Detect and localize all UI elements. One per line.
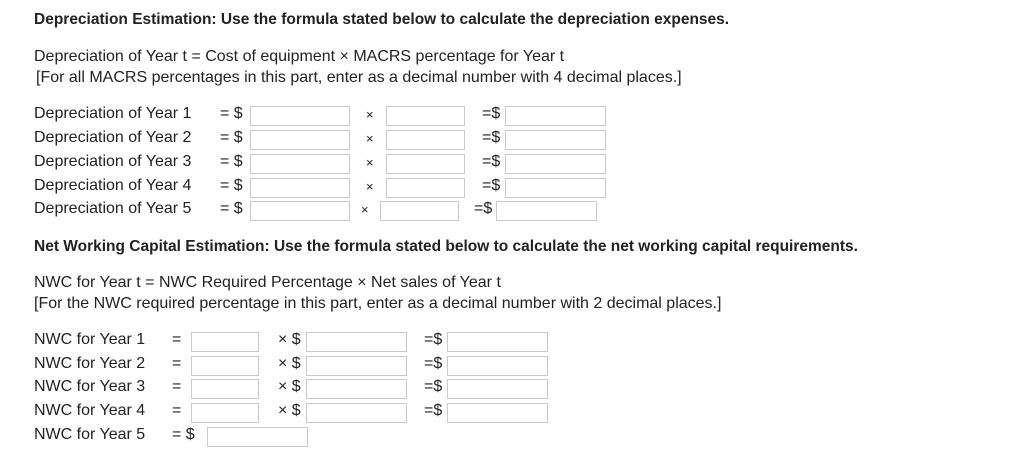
equals-dollar-sign: =$ [482,105,501,122]
equals-dollar-sign: = $ [220,105,243,122]
equals-sign: = [172,378,182,395]
depreciation-year-3-label: Depreciation of Year 3 [34,153,192,170]
equals-dollar-sign: = $ [220,153,243,170]
nwc-heading: Net Working Capital Estimation: Use the formula stated below to calculate the net working capital requirements. [34,238,858,255]
multiply-sign: × [361,202,369,217]
equals-sign: = [172,402,182,419]
nwc-year-2-net-sales-input[interactable] [306,356,407,376]
equals-dollar-sign: =$ [424,331,443,348]
multiply-dollar-sign: × $ [278,355,301,372]
nwc-year-5-input[interactable] [207,427,308,447]
multiply-dollar-sign: × $ [278,402,301,419]
depreciation-year-1-label: Depreciation of Year 1 [34,105,192,122]
equals-dollar-sign: = $ [220,200,243,217]
multiply-dollar-sign: × $ [278,378,301,395]
equals-dollar-sign: = $ [220,129,243,146]
depreciation-year-2-label: Depreciation of Year 2 [34,129,192,146]
multiply-sign: × [366,179,374,194]
depreciation-year-4-label: Depreciation of Year 4 [34,177,192,194]
nwc-year-2-percentage-input[interactable] [191,356,259,376]
depreciation-year-1-cost-input[interactable] [250,106,350,126]
equals-sign: = [172,331,182,348]
multiply-dollar-sign: × $ [278,331,301,348]
nwc-year-4-percentage-input[interactable] [191,403,259,423]
nwc-year-2-label: NWC for Year 2 [34,355,146,372]
nwc-year-2-result-input[interactable] [447,356,548,376]
depreciation-year-2-macrs-input[interactable] [386,130,465,150]
depreciation-year-3-result-input[interactable] [505,154,606,174]
depreciation-year-5-cost-input[interactable] [250,201,350,221]
multiply-sign: × [366,107,374,122]
depreciation-year-5-result-input[interactable] [496,201,597,221]
multiply-sign: × [366,131,374,146]
equals-dollar-sign: =$ [424,402,443,419]
equals-dollar-sign: =$ [482,177,501,194]
equals-dollar-sign: =$ [424,355,443,372]
equals-dollar-sign: = $ [220,177,243,194]
nwc-year-3-percentage-input[interactable] [191,379,259,399]
depreciation-note: [For all MACRS percentages in this part, enter as a decimal number with 4 decimal places.] [36,69,682,86]
equals-dollar-sign: =$ [482,153,501,170]
nwc-year-3-result-input[interactable] [447,379,548,399]
multiply-sign: × [366,155,374,170]
depreciation-year-5-label: Depreciation of Year 5 [34,200,192,217]
depreciation-year-1-macrs-input[interactable] [386,106,465,126]
nwc-year-5-label: NWC for Year 5 [34,426,146,443]
equals-sign: = [172,355,182,372]
depreciation-year-2-cost-input[interactable] [250,130,350,150]
depreciation-year-4-cost-input[interactable] [250,178,350,198]
depreciation-year-3-macrs-input[interactable] [386,154,465,174]
nwc-year-4-label: NWC for Year 4 [34,402,146,419]
depreciation-heading: Depreciation Estimation: Use the formula stated below to calculate the depreciation expenses. [34,11,730,28]
nwc-year-1-label: NWC for Year 1 [34,331,146,348]
depreciation-year-5-macrs-input[interactable] [380,201,459,221]
equals-dollar-sign: =$ [424,378,443,395]
equals-dollar-sign: =$ [474,200,493,217]
nwc-note: [For the NWC required percentage in this part, enter as a decimal number with 2 decimal places.] [34,295,722,312]
nwc-year-4-result-input[interactable] [447,403,548,423]
nwc-year-1-percentage-input[interactable] [191,332,259,352]
depreciation-year-4-macrs-input[interactable] [386,178,465,198]
equals-dollar-sign: = $ [172,426,195,443]
depreciation-year-1-result-input[interactable] [505,106,606,126]
depreciation-year-3-cost-input[interactable] [250,154,350,174]
nwc-formula: NWC for Year t = NWC Required Percentage × Net sales of Year t [34,274,501,291]
nwc-year-3-net-sales-input[interactable] [306,379,407,399]
nwc-year-1-net-sales-input[interactable] [306,332,407,352]
nwc-year-3-label: NWC for Year 3 [34,378,146,395]
nwc-year-1-result-input[interactable] [447,332,548,352]
equals-dollar-sign: =$ [482,129,501,146]
depreciation-formula: Depreciation of Year t = Cost of equipment × MACRS percentage for Year t [34,48,565,65]
nwc-year-4-net-sales-input[interactable] [306,403,407,423]
depreciation-year-4-result-input[interactable] [505,178,606,198]
depreciation-year-2-result-input[interactable] [505,130,606,150]
